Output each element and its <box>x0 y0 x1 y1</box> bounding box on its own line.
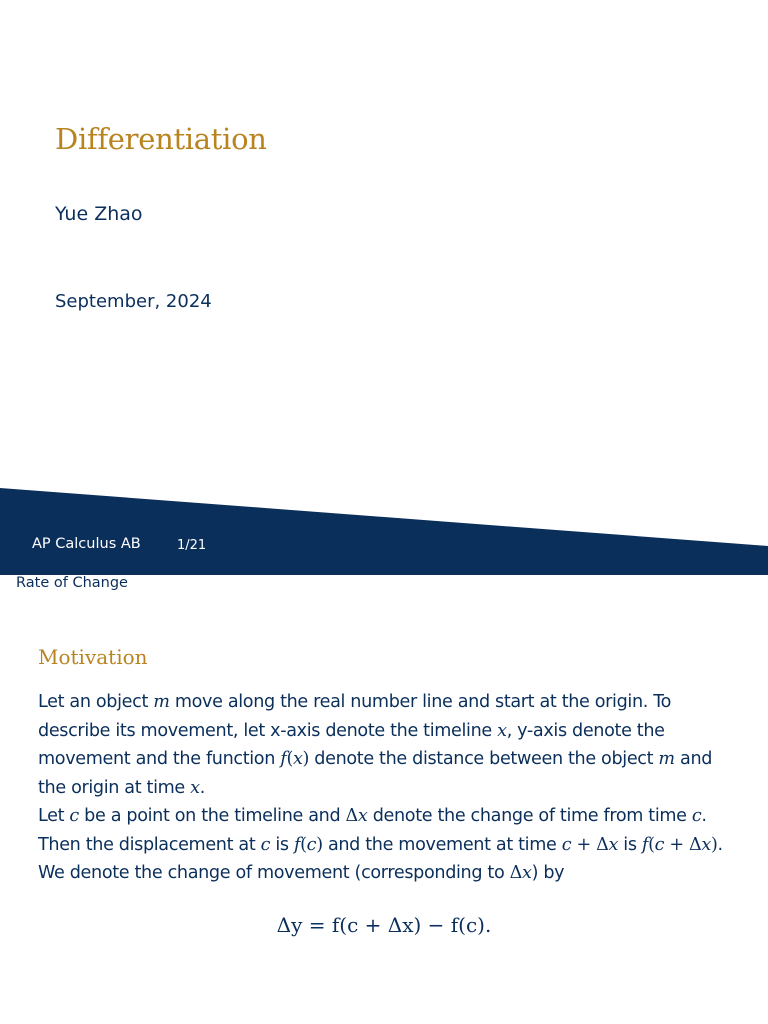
change-of-movement-equation <box>0 913 768 937</box>
author-name: Yue Zhao <box>55 203 143 225</box>
paragraph-2: Let c be a point on the timeline and Δx denote the change of time from time c. Then the displacement at c is f(c) and the movement at time c + Δx is f(c + Δx). We denote the change of movement (corresponding to Δx) by <box>38 806 723 883</box>
footer-page-number: 1/21 <box>177 538 207 553</box>
footer-wedge-band <box>0 488 768 575</box>
presentation-title: Differentiation <box>55 122 267 156</box>
equation-text: Δy = f(c + Δx) − f(c). <box>276 913 492 937</box>
motivation-text <box>38 688 738 888</box>
presentation-date: September, 2024 <box>55 291 212 312</box>
section-label: Rate of Change <box>16 575 128 591</box>
content-slide <box>0 575 768 1024</box>
paragraph-1: Let an object m move along the real number line and start at the origin. To describe its movement, let x-axis denote the timeline x, y-axis denote the movement and the function f(x) denote the distance between the object m and the origin at time x. <box>38 692 713 798</box>
frame-title: Motivation <box>38 645 148 669</box>
footer-course-name: AP Calculus AB <box>32 536 141 552</box>
